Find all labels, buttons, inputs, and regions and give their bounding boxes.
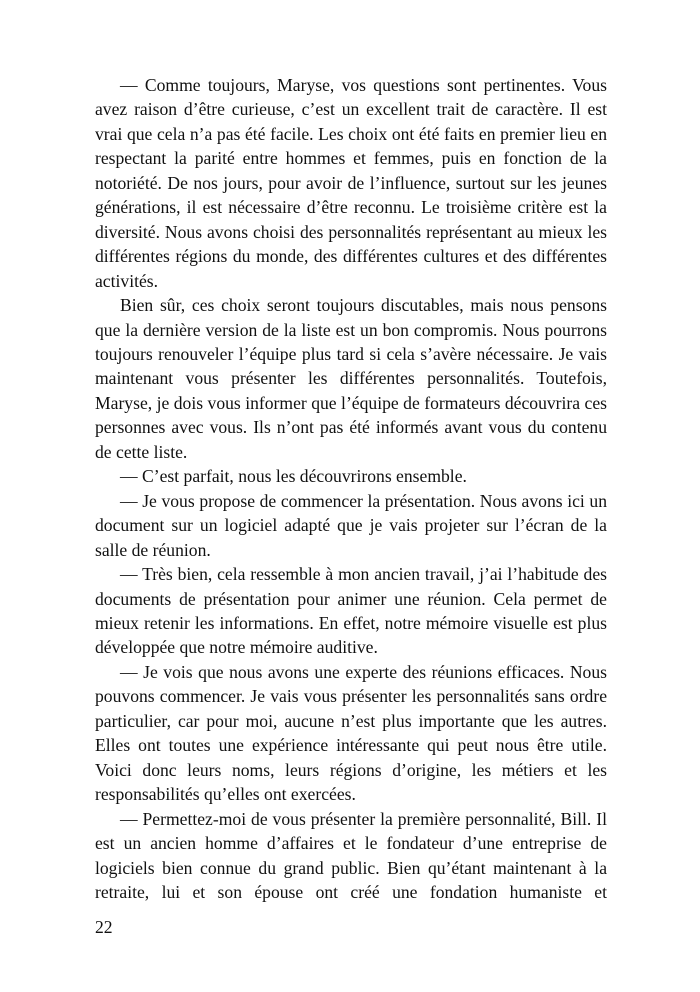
paragraph-3: — C’est parfait, nous les découvrirons ensemble.: [120, 466, 467, 487]
page-number: 22: [95, 917, 113, 937]
body-text: [95, 73, 607, 904]
paragraph-5: — Très bien, cela ressemble à mon ancien travail, j’ai l’habitude des documents de présentation pour animer une réunion. Cela permet de mieux retenir les informations. En effet, notre mémoire visuelle est plus développée que notre mémoire auditive.: [95, 564, 607, 658]
paragraph-1: — Comme toujours, Maryse, vos questions sont pertinentes. Vous avez raison d’être curieuse, c’est un excellent trait de caractère. Il est vrai que cela n’a pas été facile. Les choix ont été faits en premier lieu en respectant la parité entre hommes et femmes, puis en fonction de la notoriété. De nos jours, pour avoir de l’influence, surtout sur les jeunes générations, il est nécessaire d’être reconnu. Le troisième critère est la diversité. Nous avons choisi des personnalités représentant au mieux les différentes régions du monde, des différentes cultures et des différentes activités.: [95, 75, 607, 291]
paragraph-2: Bien sûr, ces choix seront toujours discutables, mais nous pensons que la dernière version de la liste est un bon compromis. Nous pourrons toujours renouveler l’équipe plus tard si cela s’avère nécessaire. Je vais maintenant vous présenter les différentes personnalités. Toutefois, Maryse, je dois vous informer que l’équipe de formateurs découvrira ces personnes avec vous. Ils n’ont pas été informés avant vous du contenu de cette liste.: [95, 295, 607, 462]
paragraph-6: — Je vois que nous avons une experte des réunions efficaces. Nous pouvons commencer. Je vais vous présenter les personnalités sans ordre particulier, car pour moi, aucune n’est plus importante que les autres. Elles ont toutes une expérience intéressante qui peut nous être utile. Voici donc leurs noms, leurs régions d’origine, les métiers et les responsabilités qu’elles ont exercées.: [95, 661, 607, 805]
paragraph-7: — Permettez-moi de vous présenter la première personnalité, Bill. Il est un ancien homme d’affaires et le fondateur d’une entreprise de logiciels bien connue du grand public. Bien qu’étant maintenant à la retraite, lui et son épouse ont créé une fondation humaniste et: [95, 808, 607, 902]
paragraph-4: — Je vous propose de commencer la présentation. Nous avons ici un document sur un logiciel adapté que je vais projeter sur l’écran de la salle de réunion.: [95, 490, 607, 560]
